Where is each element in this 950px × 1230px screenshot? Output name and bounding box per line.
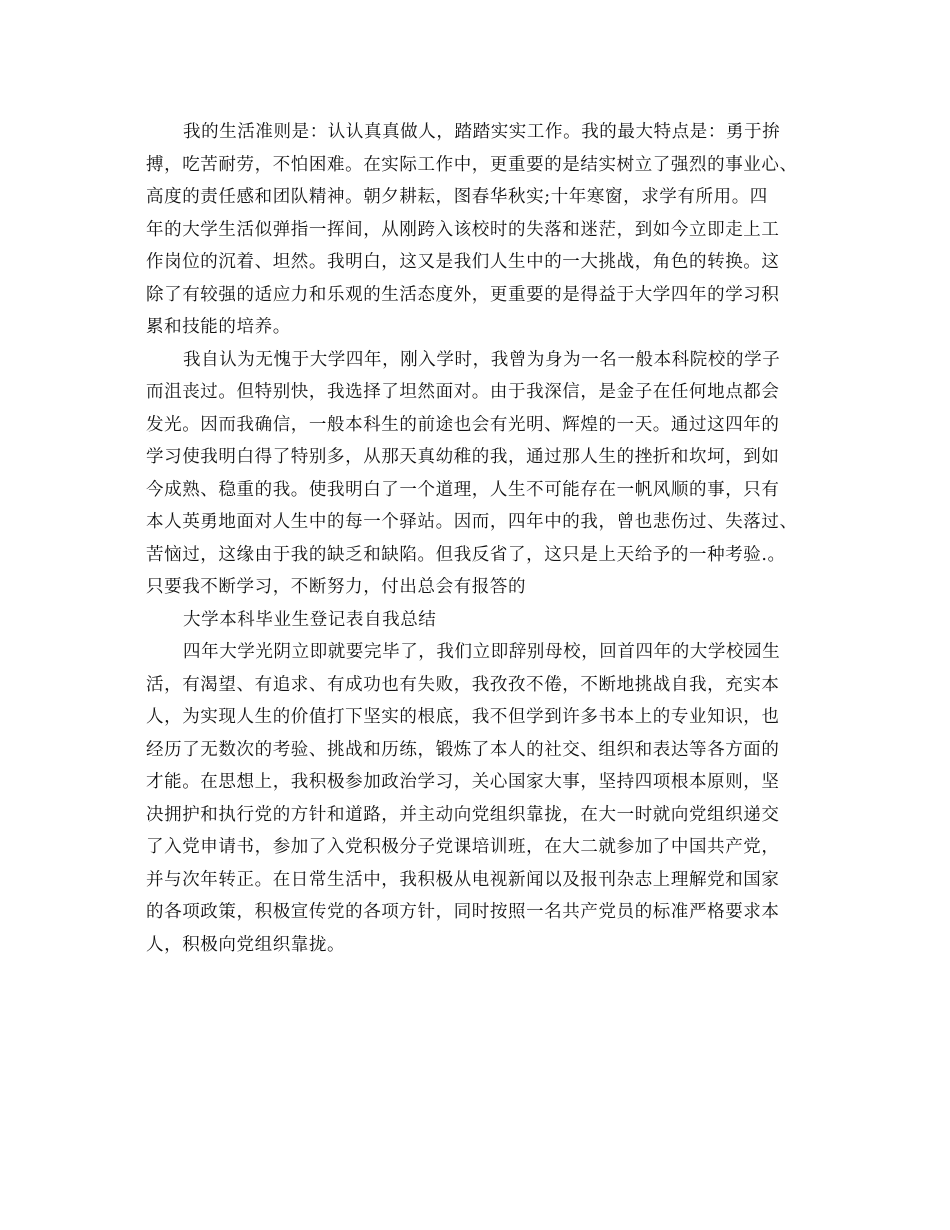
text-line: 我自认为无愧于大学四年，刚入学时，我曾为身为一名一般本科院校的学子 — [183, 349, 781, 370]
text-line: 只要我不断学习，不断努力，付出总会有报答的 — [146, 577, 527, 597]
paragraph-2 — [146, 344, 810, 604]
section-title: 大学本科毕业生登记表自我总结 — [183, 609, 437, 630]
text-line: 本人英勇地面对人生中的每一个驿站。因而，四年中的我，曾也悲伤过、失落过、 — [146, 512, 798, 532]
text-line: 决拥护和执行党的方针和道路，并主动向党组织靠拢，在大一时就向党组织递交 — [146, 804, 780, 825]
text-line: 累和技能的培养。 — [146, 317, 291, 337]
text-line: 发光。因而我确信，一般本科生的前途也会有光明、辉煌的一天。通过这四年的 — [146, 414, 780, 435]
text-line: 人，积极向党组织靠拢。 — [146, 934, 346, 955]
document-page — [146, 116, 810, 961]
text-line: 年的大学生活似弹指一挥间，从刚跨入该校时的失落和迷茫，到如今立即走上工 — [146, 219, 780, 240]
text-line: 苦恼过，这缘由于我的缺乏和缺陷。但我反省了，这只是上天给予的一种考验.。 — [146, 544, 786, 565]
text-line: 活，有渴望、有追求、有成功也有失败，我孜孜不倦，不断地挑战自我，充实本 — [146, 674, 780, 695]
text-line: 才能。在思想上，我积极参加政治学习，关心国家大事，坚持四项根本原则，坚 — [146, 772, 780, 792]
text-line: 而沮丧过。但特别快，我选择了坦然面对。由于我深信，是金子在任何地点都会 — [146, 382, 780, 402]
text-line: 了入党申请书，参加了入党积极分子党课培训班，在大二就参加了中国共产党， — [146, 837, 780, 857]
text-line: 作岗位的沉着、坦然。我明白，这又是我们人生中的一大挑战，角色的转换。这 — [146, 252, 780, 272]
text-line: 四年大学光阴立即就要完毕了，我们立即辞别母校，回首四年的大学校园生 — [183, 642, 781, 662]
paragraph-3 — [146, 636, 810, 961]
text-line: 除了有较强的适应力和乐观的生活态度外，更重要的是得益于大学四年的学习积 — [146, 284, 780, 305]
text-line: 高度的责任感和团队精神。朝夕耕耘，图春华秋实;十年寒窗，求学有所用。四 — [146, 187, 768, 207]
text-line: 学习使我明白得了特别多，从那天真幼稚的我，通过那人生的挫折和坎坷，到如 — [146, 447, 780, 467]
text-line: 人，为实现人生的价值打下坚实的根底，我不但学到许多书本上的专业知识，也 — [146, 707, 780, 727]
text-line: 我的生活准则是：认认真真做人，踏踏实实工作。我的最大特点是：勇于拚 — [183, 122, 781, 142]
text-line: 经历了无数次的考验、挑战和历练，锻炼了本人的社交、组织和表达等各方面的 — [146, 739, 780, 760]
text-line: 今成熟、稳重的我。使我明白了一个道理，人生不可能存在一帆风顺的事，只有 — [146, 479, 780, 500]
paragraph-1 — [146, 116, 810, 344]
text-line: 并与次年转正。在日常生活中，我积极从电视新闻以及报刊杂志上理解党和国家 — [146, 869, 780, 890]
text-line: 搏，吃苦耐劳，不怕困难。在实际工作中，更重要的是结实树立了强烈的事业心、 — [146, 154, 798, 175]
text-line: 的各项政策，积极宣传党的各项方针，同时按照一名共产党员的标准严格要求本 — [146, 902, 780, 922]
